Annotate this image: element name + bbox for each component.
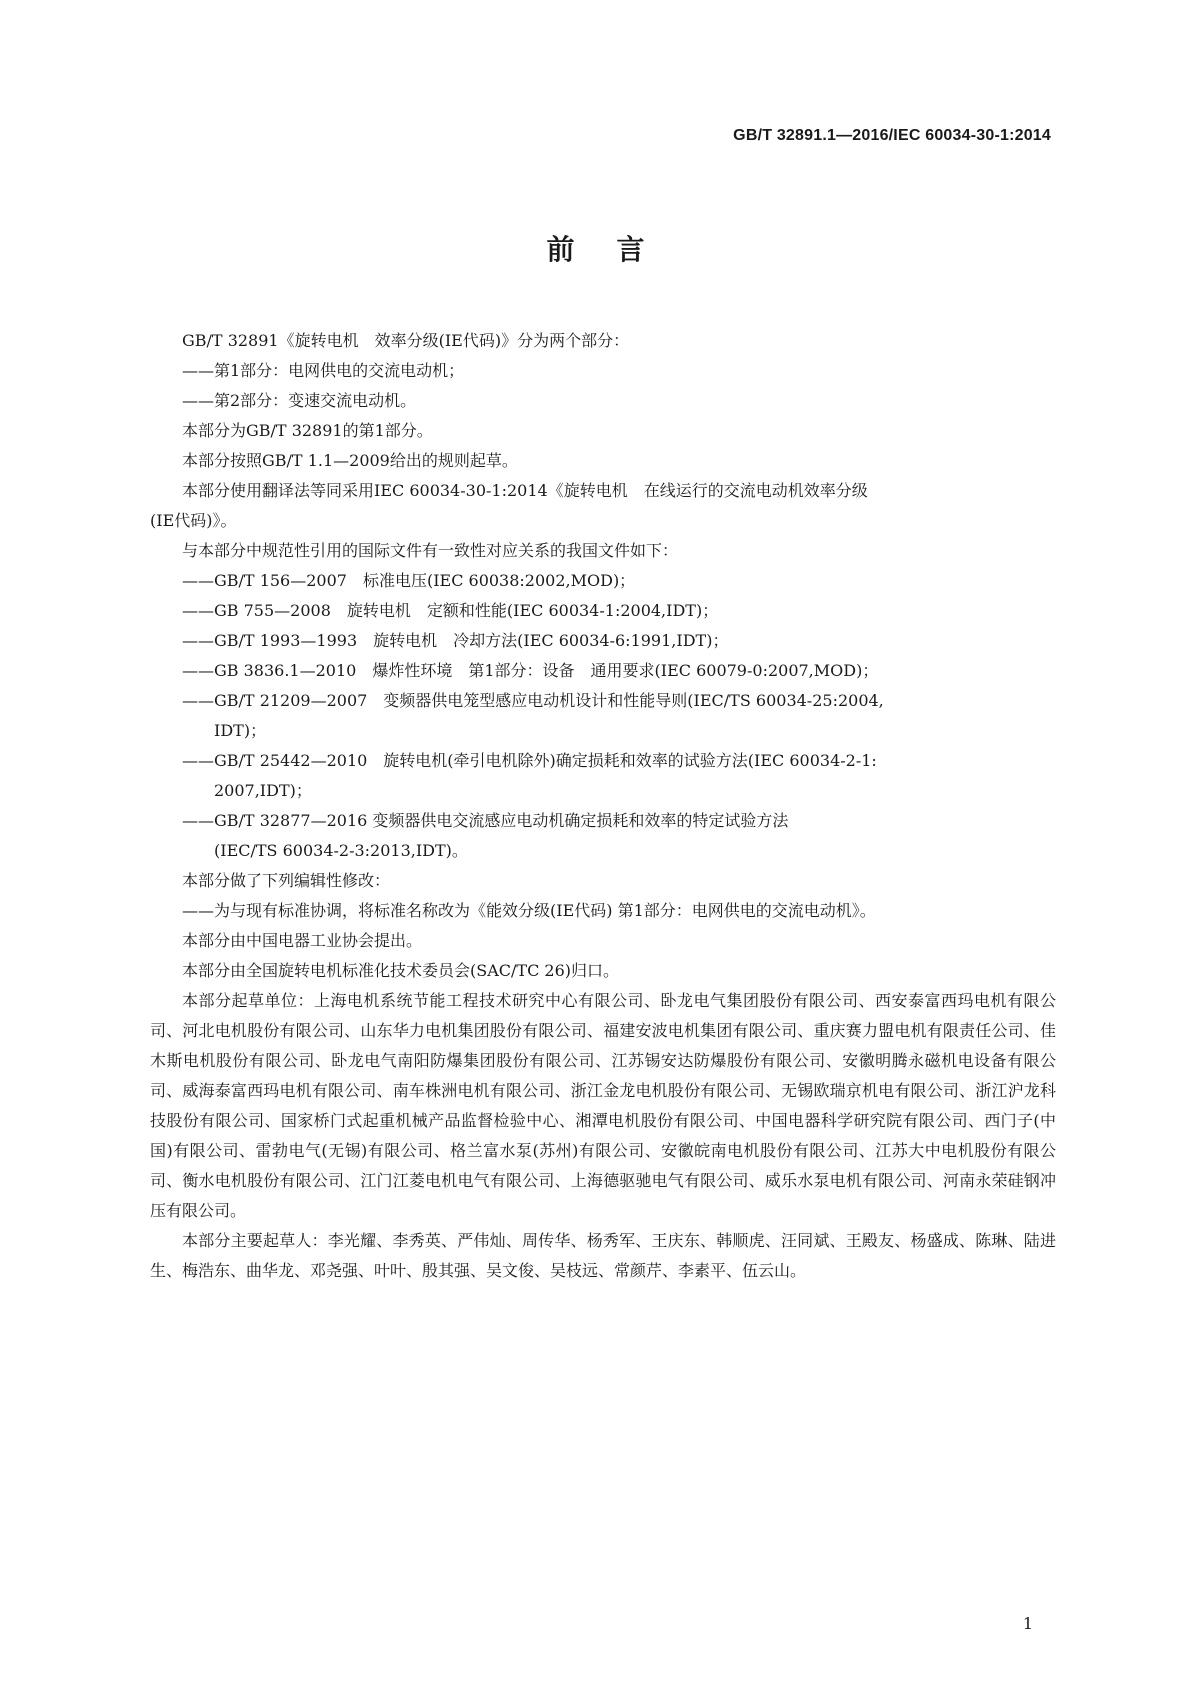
reference-item: ——GB/T 21209—2007 变频器供电笼型感应电动机设计和性能导则(IEC/TS 60034-25:2004,: [182, 691, 884, 710]
list-item: ——第1部分：电网供电的交流电动机；: [182, 361, 465, 380]
drafters-paragraph: 本部分主要起草人：李光耀、李秀英、严伟灿、周传华、杨秀军、王庆东、韩顺虎、汪同斌、王殿友、杨盛成、陈琳、陆进生、梅浩东、曲华龙、邓尧强、叶叶、殷其强、吴文俊、吴枝远、常颜芹、李素平、伍云山。: [150, 1231, 1056, 1280]
drafting-units-paragraph: 本部分起草单位：上海电机系统节能工程技术研究中心有限公司、卧龙电气集团股份有限公司、西安泰富西玛电机有限公司、河北电机股份有限公司、山东华力电机集团股份有限公司、福建安波电机集团有限公司、重庆赛力盟电机有限责任公司、佳木斯电机股份有限公司、卧龙电气南阳防爆集团股份有限公司、江苏锡安达防爆股份有限公司、安徽明腾永磁机电设备有限公司、威海泰富西玛电机有限公司、南车株洲电机有限公司、浙江金龙电机股份有限公司、无锡欧瑞京机电有限公司、浙江沪龙科技股份有限公司、国家桥门式起重机械产品监督检验中心、湘潭电机股份有限公司、中国电器科学研究院有限公司、西门子(中国)有限公司、雷勃电气(无锡)有限公司、格兰富水泵(苏州)有限公司、安徽皖南电机股份有限公司、江苏大中电机股份有限公司、衡水电机股份有限公司、江门江菱电机电气有限公司、上海德驱驰电气有限公司、威乐水泵电机有限公司、河南永荣硅钢冲压有限公司。: [150, 991, 1056, 1220]
paragraph: 本部分由中国电器工业协会提出。: [182, 931, 423, 950]
reference-item: ——GB 3836.1—2010 爆炸性环境 第1部分：设备 通用要求(IEC 60079-0:2007,MOD)；: [182, 661, 879, 680]
body-text: [150, 326, 1056, 1286]
reference-item: ——GB/T 25442—2010 旋转电机(牵引电机除外)确定损耗和效率的试验方法(IEC 60034-2-1:: [182, 751, 877, 770]
reference-item: ——GB/T 32877—2016 变频器供电交流感应电动机确定损耗和效率的特定试验方法: [182, 811, 789, 830]
paragraph: GB/T 32891《旋转电机 效率分级(IE代码)》分为两个部分：: [182, 331, 630, 350]
standard-code-header: GB/T 32891.1—2016/IEC 60034-30-1:2014: [733, 127, 1051, 144]
reference-item: ——GB/T 156—2007 标准电压(IEC 60038:2002,MOD)；: [182, 571, 636, 590]
reference-item-continuation: 2007,IDT)；: [214, 781, 312, 800]
reference-item: ——GB 755—2008 旋转电机 定额和性能(IEC 60034-1:2004,IDT)；: [182, 601, 719, 620]
paragraph: 与本部分中规范性引用的国际文件有一致性对应关系的我国文件如下：: [182, 541, 679, 560]
reference-item-continuation: IDT)；: [214, 721, 267, 740]
reference-item-continuation: (IEC/TS 60034-2-3:2013,IDT)。: [214, 841, 468, 860]
reference-item: ——GB/T 1993—1993 旋转电机 冷却方法(IEC 60034-6:1991,IDT)；: [182, 631, 729, 650]
paragraph: 本部分为GB/T 32891的第1部分。: [182, 421, 433, 440]
list-item: ——第2部分：变速交流电动机。: [182, 391, 417, 410]
page-number: 1: [1022, 1614, 1033, 1633]
list-item: ——为与现有标准协调，将标准名称改为《能效分级(IE代码) 第1部分：电网供电的交流电动机》。: [182, 901, 876, 920]
paragraph: 本部分做了下列编辑性修改：: [182, 871, 391, 890]
paragraph: 本部分使用翻译法等同采用IEC 60034-30-1:2014《旋转电机 在线运行的交流电动机效率分级: [182, 481, 868, 500]
paragraph: 本部分由全国旋转电机标准化技术委员会(SAC/TC 26)归口。: [182, 961, 619, 980]
paragraph-continuation: (IE代码)》。: [150, 511, 237, 530]
paragraph: 本部分按照GB/T 1.1—2009给出的规则起草。: [182, 451, 518, 470]
page-title: 前言: [546, 233, 687, 266]
